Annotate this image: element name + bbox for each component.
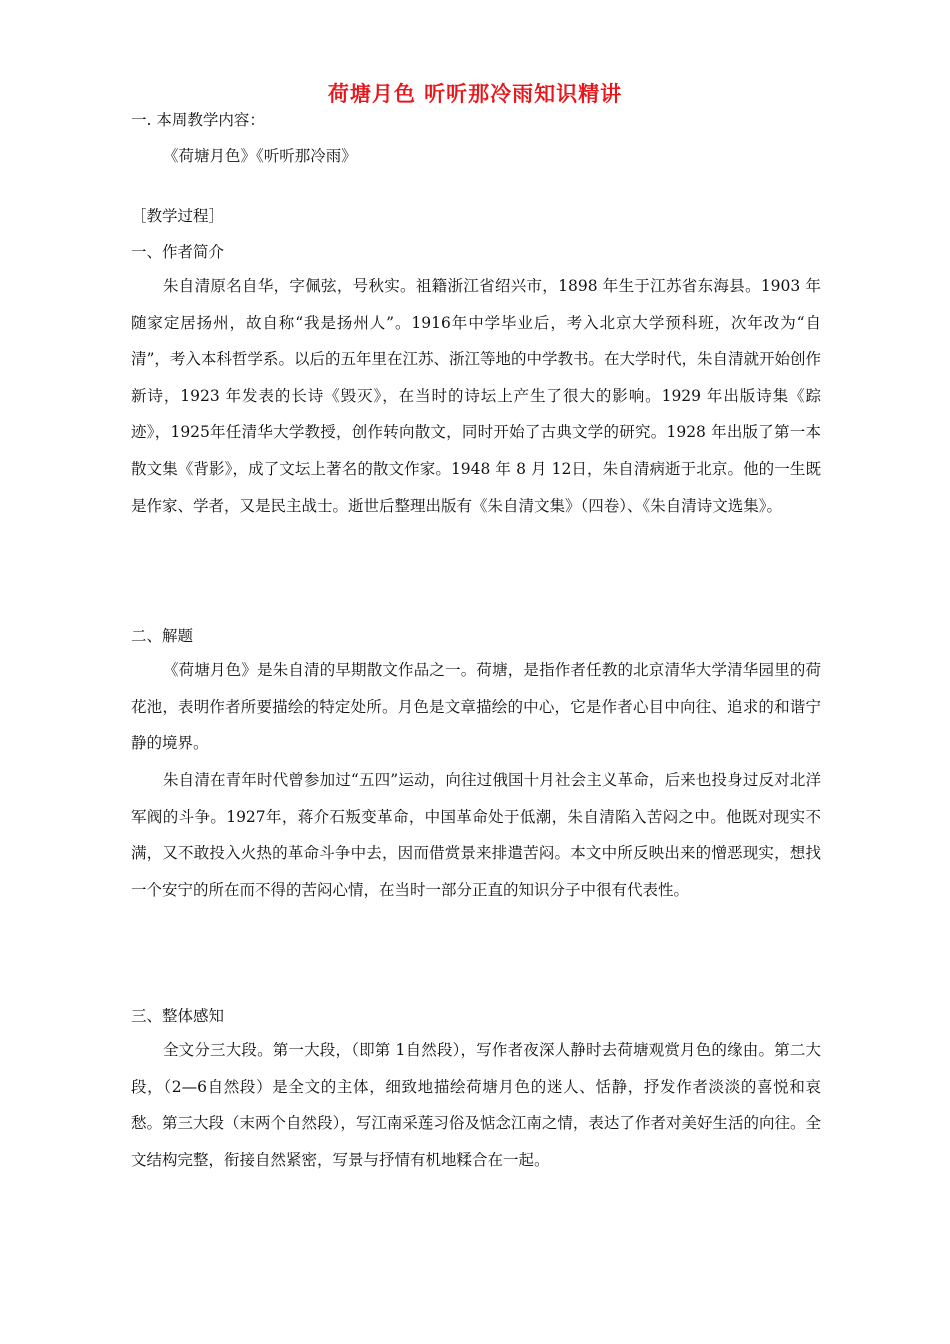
author-paragraph: 朱自清原名自华，字佩弦，号秋实。祖籍浙江省绍兴市，1898 年生于江苏省东海县。1903 年随家定居扬州，故自称“我是扬州人”。1916年中学毕业后，考入北京大学预科班，次年改为“自清”，考入本科哲学系。以后的五年里在江苏、浙江等地的中学教书。在大学时代，朱自清就开始创作新诗，1923 年发表的长诗《毁灭》，在当时的诗坛上产生了很大的影响。1929 年出版诗集《踪迹》，1925年任清华大学教授，创作转向散文，同时开始了古典文学的研究。1928 年出版了第一本散文集《背影》，成了文坛上著名的散文作家。1948 年 8 月 12日，朱自清病逝于北京。他的一生既是作家、学者，又是民主战士。逝世后整理出版有《朱自清文集》（四卷）、《朱自清诗文选集》。 [131, 277, 821, 515]
author-heading: 一、作者简介 [131, 243, 225, 261]
title-explain-paragraph-1: 《荷塘月色》是朱自清的早期散文作品之一。荷塘，是指作者任教的北京清华大学清华园里的荷花池，表明作者所要描绘的特定处所。月色是文章描绘的中心，它是作者心目中向往、追求的和谐宁静的境界。 [131, 661, 821, 753]
title-explain-paragraph-2: 朱自清在青年时代曾参加过“五四”运动，向往过俄国十月社会主义革命，后来也投身过反对北洋军阀的斗争。1927年，蒋介石叛变革命，中国革命处于低潮，朱自清陷入苦闷之中。他既对现实不满，又不敢投入火热的革命斗争中去，因而借赏景来排遣苦闷。本文中所反映出来的憎恶现实，想找一个安宁的所在而不得的苦闷心情，在当时一部分正直的知识分子中很有代表性。 [131, 771, 821, 899]
week-content-heading: 一. 本周教学内容： [131, 111, 265, 129]
overview-heading: 三、整体感知 [131, 1007, 225, 1025]
overview-paragraph: 全文分三大段。第一大段，（即第 1自然段），写作者夜深人静时去荷塘观赏月色的缘由。第二大段，（2—6自然段）是全文的主体，细致地描绘荷塘月色的迷人、恬静，抒发作者淡淡的喜悦和哀愁。第三大段（末两个自然段），写江南采莲习俗及惦念江南之情，表达了作者对美好生活的向往。全文结构完整，衔接自然紧密，写景与抒情有机地糅合在一起。 [131, 1041, 821, 1169]
week-content-text: 《荷塘月色》《听听那冷雨》 [163, 147, 357, 165]
document-title: 荷塘月色 听听那冷雨知识精讲 [327, 82, 623, 106]
teaching-process-label: ［教学过程］ [131, 207, 225, 225]
title-explain-heading: 二、解题 [131, 627, 194, 645]
